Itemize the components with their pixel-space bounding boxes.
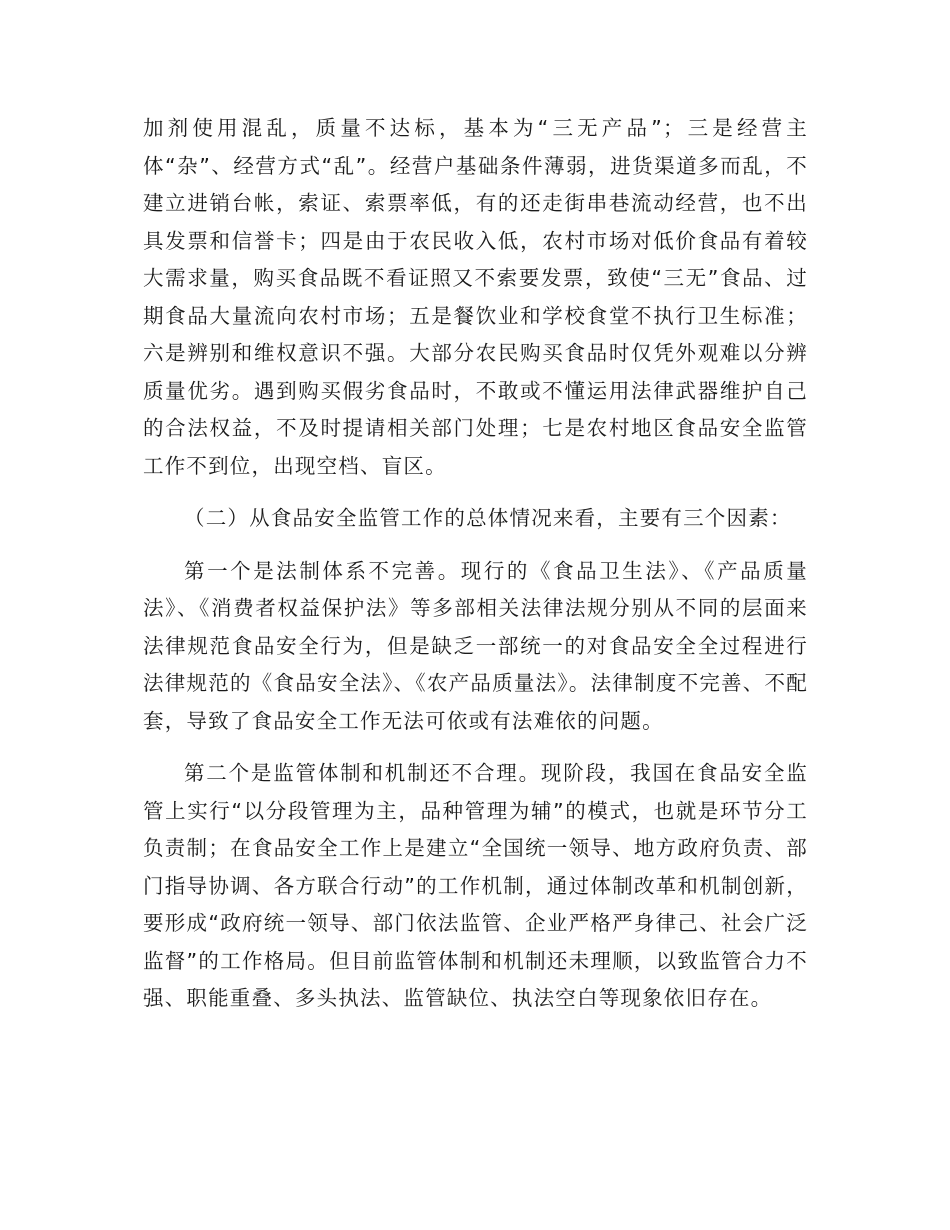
paragraph-factor-two: 第二个是监管体制和机制还不合理。现阶段，我国在食品安全监管上实行“以分段管理为主，品种管理为辅”的模式，也就是环节分工负责制；在食品安全工作上是建立“全国统一领导、地方政府负责、部门指导协调、各方联合行动”的工作机制，通过体制改革和机制创新，要形成“政府统一领导、部门依法监管、企业严格严身律己、社会广泛监督”的工作格局。但目前监管体制和机制还未理顺，以致监管合力不强、职能重叠、多头执法、监管缺位、执法空白等现象依旧存在。 xyxy=(143,761,808,1010)
section-heading: （二）从食品安全监管工作的总体情况来看，主要有三个因素： xyxy=(184,506,792,530)
paragraph-factor-one: 第一个是法制体系不完善。现行的《食品卫生法》、《产品质量法》、《消费者权益保护法》等多部相关法律法规分别从不同的层面来法律规范食品安全行为，但是缺乏一部统一的对食品安全全过程进行法律规范的《食品安全法》、《农产品质量法》。法律制度不完善、不配套，导致了食品安全工作无法可依或有法难依的问题。 xyxy=(143,558,808,733)
paragraph-continued: 加剂使用混乱，质量不达标，基本为“三无产品”；三是经营主体“杂”、经营方式“乱”。经营户基础条件薄弱，进货渠道多而乱，不建立进销台帐，索证、索票率低，有的还走街串巷流动经营，也不出具发票和信誉卡；四是由于农民收入低，农村市场对低价食品有着较大需求量，购买食品既不看证照又不索要发票，致使“三无”食品、过期食品大量流向农村市场；五是餐饮业和学校食堂不执行卫生标准；六是辨别和维权意识不强。大部分农民购买食品时仅凭外观难以分辨质量优劣。遇到购买假劣食品时，不敢或不懂运用法律武器维护自己的合法权益，不及时提请相关部门处理；七是农村地区食品安全监管工作不到位，出现空档、盲区。 xyxy=(143,116,808,478)
document-body xyxy=(143,110,808,1018)
